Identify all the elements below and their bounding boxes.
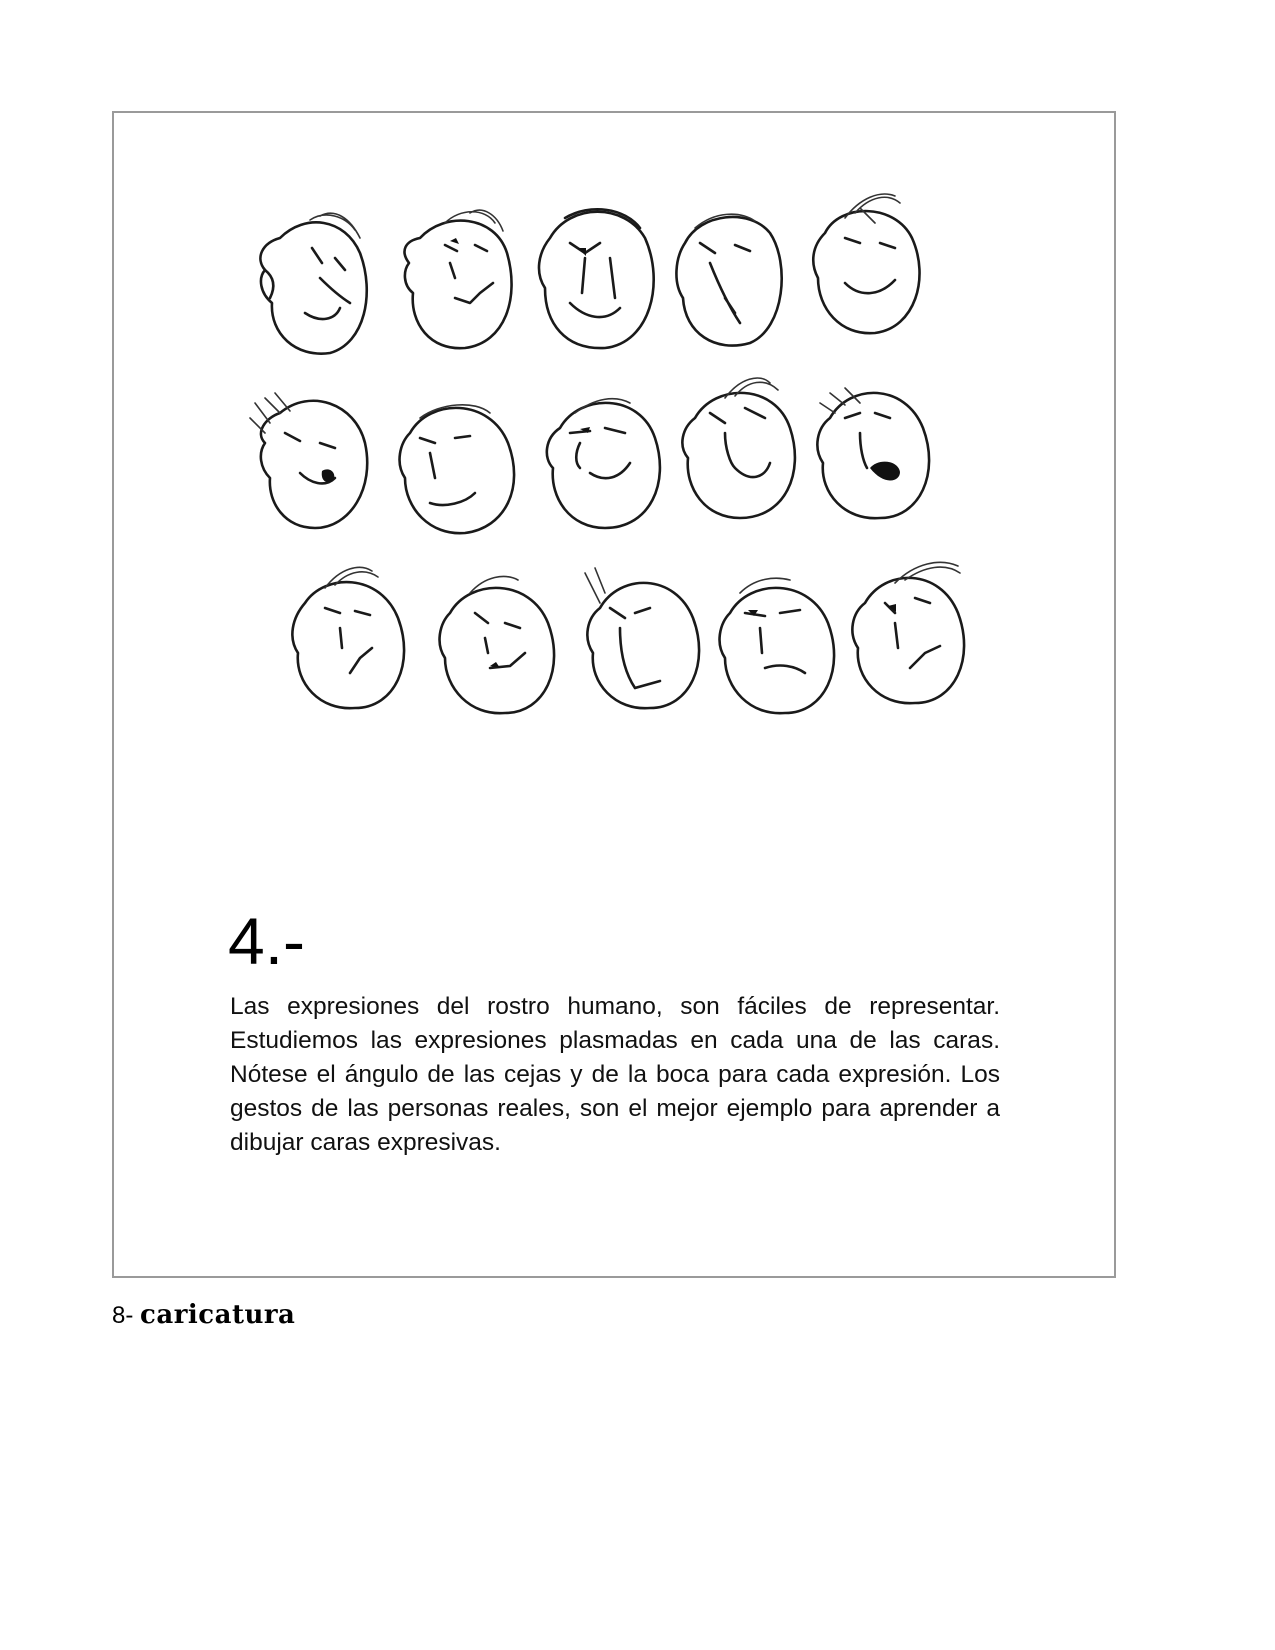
page-number: 8-	[112, 1302, 134, 1329]
face-13	[585, 568, 699, 708]
face-6	[250, 393, 367, 528]
faces-svg	[240, 188, 1020, 768]
expression-faces-illustration	[240, 188, 1020, 768]
publication-title: caricatura	[140, 1300, 296, 1330]
face-2	[405, 210, 512, 348]
page-footer	[112, 1300, 295, 1330]
face-10	[817, 388, 929, 518]
face-12	[440, 576, 555, 713]
face-5	[813, 194, 919, 333]
body-paragraph: Las expresiones del rostro humano, son fáciles de representar. Estudiemos las expresiones plasmadas en cada una de las caras. Nótese el ángulo de las cejas y de la boca para cada expresión. Los gestos de las personas reales, son el mejor ejemplo para aprender a dibujar caras expresivas.	[230, 993, 1000, 1156]
face-14	[720, 578, 835, 713]
face-4	[676, 214, 781, 345]
face-9	[682, 378, 795, 518]
face-1	[260, 213, 366, 353]
face-11	[292, 567, 404, 708]
face-7	[400, 405, 515, 533]
section-number: 4.-	[228, 904, 306, 978]
face-3	[539, 209, 654, 348]
face-8	[547, 399, 660, 528]
face-15	[852, 562, 964, 703]
